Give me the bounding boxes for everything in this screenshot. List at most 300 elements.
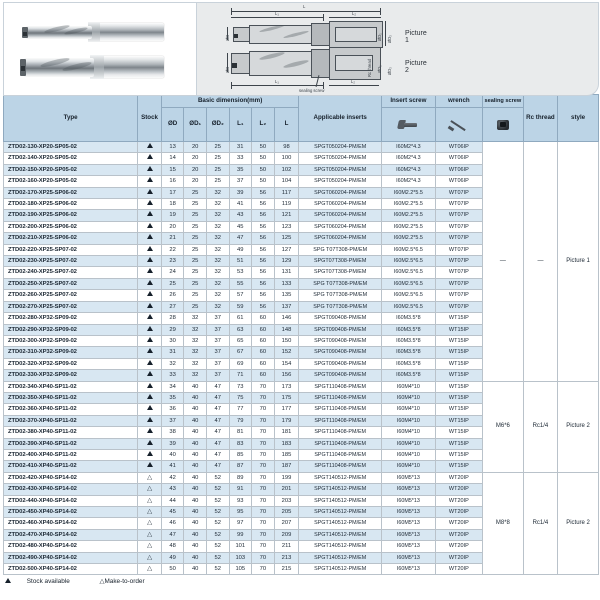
header-stock: Stock xyxy=(138,95,162,142)
cell-length-l1: 45 xyxy=(229,221,252,232)
header-diameter-d2: ØD₂ xyxy=(206,108,229,142)
cell-length-l: 102 xyxy=(274,164,299,175)
cell-stock xyxy=(138,495,162,506)
cell-length-l: 207 xyxy=(274,518,299,529)
cell-length-l: 205 xyxy=(274,507,299,518)
cell-length-l2: 50 xyxy=(252,142,275,153)
filled-triangle-icon xyxy=(147,177,153,182)
cell-stock xyxy=(138,210,162,221)
cell-type: ZTD02-390-XP40-SP11-02 xyxy=(4,438,138,449)
picture2-label: Picture 2 xyxy=(405,60,427,74)
header-length-l1: L₁ xyxy=(229,108,252,142)
cell-diameter-d2: 47 xyxy=(206,404,229,415)
cell-length-l2: 70 xyxy=(252,518,275,529)
cell-length-l1: 73 xyxy=(229,381,252,392)
cell-stock xyxy=(138,484,162,495)
cell-applicable-inserts: SPGT110408-PM/EM xyxy=(299,415,382,426)
cell-applicable-inserts: SPGT110408-PM/EM xyxy=(299,392,382,403)
cell-diameter-d1: 20 xyxy=(184,142,207,153)
open-triangle-icon: △ xyxy=(147,473,152,481)
cell-type: ZTD02-150-XP20-SP05-02 xyxy=(4,164,138,175)
cell-diameter-d2: 52 xyxy=(206,495,229,506)
header-diameter-d: ØD xyxy=(161,108,184,142)
cell-length-l: 148 xyxy=(274,324,299,335)
cell-diameter-d2: 37 xyxy=(206,347,229,358)
cell-rc-thread: Rc1/4 xyxy=(523,472,557,575)
cell-diameter-d2: 32 xyxy=(206,210,229,221)
cell-diameter-d: 30 xyxy=(161,335,184,346)
picture1-label: Picture 1 xyxy=(405,30,427,44)
cell-length-l1: 101 xyxy=(229,541,252,552)
filled-triangle-icon xyxy=(147,143,153,148)
cell-stock xyxy=(138,427,162,438)
cell-length-l2: 56 xyxy=(252,187,275,198)
filled-triangle-icon xyxy=(147,246,153,251)
cell-length-l: 175 xyxy=(274,392,299,403)
cell-diameter-d2: 32 xyxy=(206,290,229,301)
dim-label-L2-pic2: L₂ xyxy=(351,79,355,84)
cell-diameter-d1: 25 xyxy=(184,301,207,312)
cell-insert-screw: I60M5*13 xyxy=(382,507,436,518)
filled-triangle-icon xyxy=(147,383,153,388)
cell-stock xyxy=(138,187,162,198)
cell-insert-screw: I60M4*10 xyxy=(382,381,436,392)
filled-triangle-icon xyxy=(147,417,153,422)
cell-length-l2: 70 xyxy=(252,529,275,540)
cell-applicable-inserts: SPGT050204-PM/EM xyxy=(299,142,382,153)
cell-diameter-d: 42 xyxy=(161,472,184,483)
cell-stock xyxy=(138,404,162,415)
filled-triangle-icon xyxy=(5,578,11,583)
filled-triangle-icon xyxy=(147,291,153,296)
cell-length-l1: 99 xyxy=(229,529,252,540)
cell-length-l1: 71 xyxy=(229,370,252,381)
cell-applicable-inserts: SPGT050204-PM/EM xyxy=(299,153,382,164)
cell-diameter-d1: 40 xyxy=(184,472,207,483)
cell-applicable-inserts: SPGT060204-PM/EM xyxy=(299,233,382,244)
cell-insert-screw: I60M5*13 xyxy=(382,541,436,552)
cell-wrench: WT07IP xyxy=(435,290,482,301)
cell-length-l1: 55 xyxy=(229,278,252,289)
cell-type: ZTD02-450-XP40-SP14-02 xyxy=(4,507,138,518)
cell-diameter-d2: 32 xyxy=(206,199,229,210)
dim-label-D2-pic1: ØD₂ xyxy=(387,35,392,43)
cell-length-l2: 70 xyxy=(252,392,275,403)
cell-stock xyxy=(138,564,162,575)
cell-length-l2: 70 xyxy=(252,449,275,460)
cell-length-l1: 47 xyxy=(229,233,252,244)
cell-length-l: 203 xyxy=(274,495,299,506)
cell-diameter-d: 46 xyxy=(161,518,184,529)
cell-diameter-d: 15 xyxy=(161,164,184,175)
filled-triangle-icon xyxy=(147,234,153,239)
cell-length-l2: 70 xyxy=(252,461,275,472)
cell-length-l: 133 xyxy=(274,278,299,289)
cell-diameter-d2: 47 xyxy=(206,438,229,449)
cell-diameter-d2: 47 xyxy=(206,461,229,472)
header-type: Type xyxy=(4,95,138,142)
cell-type: ZTD02-250-XP25-SP07-02 xyxy=(4,278,138,289)
cell-type: ZTD02-360-XP40-SP11-02 xyxy=(4,404,138,415)
cell-stock xyxy=(138,507,162,518)
cell-length-l2: 60 xyxy=(252,324,275,335)
cell-diameter-d: 37 xyxy=(161,415,184,426)
cell-sealing-screw: M8*8 xyxy=(482,472,523,575)
cell-diameter-d: 47 xyxy=(161,529,184,540)
cell-applicable-inserts: SPGT090408-PM/EM xyxy=(299,335,382,346)
dim-label-D-pic2: ØD xyxy=(225,66,230,73)
cell-length-l: 179 xyxy=(274,415,299,426)
cell-stock xyxy=(138,370,162,381)
cell-diameter-d1: 20 xyxy=(184,164,207,175)
cell-diameter-d1: 40 xyxy=(184,449,207,460)
cell-type: ZTD02-340-XP40-SP11-02 xyxy=(4,381,138,392)
cell-diameter-d: 33 xyxy=(161,370,184,381)
cell-applicable-inserts: SPGT110408-PM/EM xyxy=(299,381,382,392)
cell-stock xyxy=(138,347,162,358)
cell-diameter-d1: 25 xyxy=(184,290,207,301)
cell-diameter-d2: 32 xyxy=(206,187,229,198)
cell-length-l2: 50 xyxy=(252,164,275,175)
cell-length-l1: 69 xyxy=(229,358,252,369)
cell-length-l2: 56 xyxy=(252,278,275,289)
cell-diameter-d2: 52 xyxy=(206,484,229,495)
cell-length-l2: 70 xyxy=(252,472,275,483)
cell-stock xyxy=(138,176,162,187)
cell-diameter-d1: 20 xyxy=(184,176,207,187)
table-row xyxy=(4,472,599,483)
cell-length-l: 123 xyxy=(274,221,299,232)
cell-diameter-d2: 37 xyxy=(206,313,229,324)
cell-length-l1: 75 xyxy=(229,392,252,403)
cell-applicable-inserts: SPGT110408-PM/EM xyxy=(299,461,382,472)
filled-triangle-icon xyxy=(147,405,153,410)
cell-applicable-inserts: SPGT060204-PM/EM xyxy=(299,199,382,210)
header-row-1 xyxy=(4,95,599,108)
cell-length-l2: 60 xyxy=(252,335,275,346)
cell-applicable-inserts: SPGT050204-PM/EM xyxy=(299,176,382,187)
cell-diameter-d1: 40 xyxy=(184,529,207,540)
cell-diameter-d1: 32 xyxy=(184,335,207,346)
cell-length-l: 129 xyxy=(274,256,299,267)
cell-length-l1: 83 xyxy=(229,438,252,449)
cell-length-l2: 56 xyxy=(252,221,275,232)
cell-stock xyxy=(138,153,162,164)
cell-applicable-inserts: SPGT110408-PM/EM xyxy=(299,438,382,449)
cell-wrench: WT07IP xyxy=(435,221,482,232)
cell-stock xyxy=(138,324,162,335)
cell-diameter-d: 31 xyxy=(161,347,184,358)
open-triangle-icon: △ xyxy=(147,508,152,515)
header-length-l: L xyxy=(274,108,299,142)
cell-insert-screw: I60M5*13 xyxy=(382,518,436,529)
filled-triangle-icon xyxy=(147,326,153,331)
cell-wrench: WT15IP xyxy=(435,415,482,426)
cell-insert-screw: I60M3.5*8 xyxy=(382,313,436,324)
cell-length-l2: 70 xyxy=(252,381,275,392)
cell-stock xyxy=(138,142,162,153)
cell-diameter-d1: 32 xyxy=(184,347,207,358)
cell-diameter-d1: 40 xyxy=(184,415,207,426)
cell-diameter-d1: 40 xyxy=(184,427,207,438)
open-triangle-icon: △ xyxy=(147,542,152,550)
cell-insert-screw: I60M2.5*6.5 xyxy=(382,301,436,312)
cell-diameter-d2: 47 xyxy=(206,392,229,403)
cell-stock xyxy=(138,449,162,460)
cell-stock xyxy=(138,256,162,267)
open-triangle-icon: △ xyxy=(147,485,152,493)
cell-diameter-d2: 52 xyxy=(206,552,229,563)
dim-label-D1-pic1: ØD₁ xyxy=(377,33,382,41)
cell-length-l1: 85 xyxy=(229,449,252,460)
cell-diameter-d: 45 xyxy=(161,507,184,518)
cell-insert-screw: I60M2.5*6.5 xyxy=(382,267,436,278)
cell-insert-screw: I60M3.5*8 xyxy=(382,335,436,346)
cell-diameter-d1: 40 xyxy=(184,484,207,495)
cell-length-l: 209 xyxy=(274,529,299,540)
cell-diameter-d: 20 xyxy=(161,221,184,232)
cell-diameter-d1: 25 xyxy=(184,221,207,232)
cell-diameter-d1: 40 xyxy=(184,404,207,415)
illustration-band xyxy=(3,2,599,94)
cell-length-l: 121 xyxy=(274,210,299,221)
cell-diameter-d1: 40 xyxy=(184,552,207,563)
cell-length-l2: 56 xyxy=(252,290,275,301)
cell-length-l: 177 xyxy=(274,404,299,415)
filled-triangle-icon xyxy=(147,303,153,308)
cell-length-l1: 91 xyxy=(229,484,252,495)
cell-wrench: WT07IP xyxy=(435,187,482,198)
header-rc-thread xyxy=(523,95,557,142)
filled-triangle-icon xyxy=(147,257,153,262)
cell-length-l: 156 xyxy=(274,370,299,381)
dim-label-D-pic1: ØD xyxy=(225,34,230,41)
cell-stock xyxy=(138,199,162,210)
legend-stock-available-label: Stock available xyxy=(26,578,70,586)
cell-diameter-d2: 52 xyxy=(206,472,229,483)
cell-stock xyxy=(138,221,162,232)
cell-applicable-inserts: SPGT090408-PM/EM xyxy=(299,358,382,369)
cell-stock xyxy=(138,392,162,403)
cell-diameter-d: 25 xyxy=(161,278,184,289)
cell-diameter-d: 40 xyxy=(161,449,184,460)
cell-diameter-d1: 40 xyxy=(184,438,207,449)
cell-diameter-d2: 32 xyxy=(206,267,229,278)
cell-diameter-d: 41 xyxy=(161,461,184,472)
cell-wrench: WT20IP xyxy=(435,518,482,529)
cell-type: ZTD02-180-XP25-SP06-02 xyxy=(4,199,138,210)
cell-stock xyxy=(138,472,162,483)
cell-diameter-d2: 32 xyxy=(206,301,229,312)
cell-diameter-d2: 32 xyxy=(206,256,229,267)
cell-insert-screw: I60M2.2*5.5 xyxy=(382,199,436,210)
cell-diameter-d: 38 xyxy=(161,427,184,438)
cell-diameter-d: 21 xyxy=(161,233,184,244)
sealing-screw-annotation: sealing screw xyxy=(299,88,325,93)
cell-applicable-inserts: SPGT060204-PM/EM xyxy=(299,210,382,221)
cell-wrench: WT15IP xyxy=(435,324,482,335)
filled-triangle-icon xyxy=(147,348,153,353)
cell-diameter-d1: 40 xyxy=(184,461,207,472)
cell-length-l1: 41 xyxy=(229,199,252,210)
cell-stock xyxy=(138,541,162,552)
cell-applicable-inserts: SPGT140512-PM/EM xyxy=(299,484,382,495)
cell-diameter-d2: 25 xyxy=(206,153,229,164)
cell-length-l1: 95 xyxy=(229,507,252,518)
cell-applicable-inserts: SPGT060204-PM/EM xyxy=(299,221,382,232)
cell-diameter-d: 16 xyxy=(161,176,184,187)
cell-wrench: WT06IP xyxy=(435,176,482,187)
cell-stock xyxy=(138,335,162,346)
cell-wrench: WT15IP xyxy=(435,370,482,381)
dim-label-D1-pic2: ØD₁ xyxy=(377,65,382,73)
cell-stock xyxy=(138,301,162,312)
insert-screw-icon xyxy=(382,108,436,142)
filled-triangle-icon xyxy=(147,223,153,228)
cell-type: ZTD02-400-XP40-SP11-02 xyxy=(4,449,138,460)
table-row xyxy=(4,381,599,392)
cell-insert-screw: I60M4*10 xyxy=(382,449,436,460)
cell-type: ZTD02-440-XP40-SP14-02 xyxy=(4,495,138,506)
table-body xyxy=(4,142,599,575)
cell-diameter-d: 35 xyxy=(161,392,184,403)
cell-type: ZTD02-490-XP40-SP14-02 xyxy=(4,552,138,563)
open-triangle-icon: △ xyxy=(147,519,152,527)
cell-length-l2: 70 xyxy=(252,484,275,495)
cell-applicable-inserts: SPGT140512-PM/EM xyxy=(299,472,382,483)
cell-wrench: WT15IP xyxy=(435,449,482,460)
cell-stock xyxy=(138,381,162,392)
cell-insert-screw: I60M4*10 xyxy=(382,438,436,449)
cell-stock xyxy=(138,313,162,324)
filled-triangle-icon xyxy=(147,314,153,319)
dim-label-D2-pic2: ØD₂ xyxy=(387,67,392,75)
cell-diameter-d2: 52 xyxy=(206,507,229,518)
filled-triangle-icon xyxy=(147,428,153,433)
cell-type: ZTD02-130-XP20-SP05-02 xyxy=(4,142,138,153)
cell-length-l: 187 xyxy=(274,461,299,472)
cell-applicable-inserts: SPGT110408-PM/EM xyxy=(299,404,382,415)
cell-diameter-d: 18 xyxy=(161,199,184,210)
cell-diameter-d: 48 xyxy=(161,541,184,552)
cell-diameter-d: 39 xyxy=(161,438,184,449)
cell-length-l: 150 xyxy=(274,335,299,346)
specification-table xyxy=(3,94,599,575)
cell-diameter-d2: 32 xyxy=(206,233,229,244)
legend-make-to-order: △Make-to-order xyxy=(99,578,145,586)
cell-insert-screw: I60M5*13 xyxy=(382,472,436,483)
cell-applicable-inserts: SPG T07T308-PM/EM xyxy=(299,290,382,301)
header-wrench: wrench xyxy=(435,95,482,108)
legend-stock-available xyxy=(5,578,84,585)
cell-diameter-d: 24 xyxy=(161,267,184,278)
cell-insert-screw: I60M2*4.3 xyxy=(382,164,436,175)
cell-type: ZTD02-310-XP32-SP09-02 xyxy=(4,347,138,358)
header-basic-dimension: Basic dimension(mm) xyxy=(161,95,298,108)
cell-stock xyxy=(138,518,162,529)
cell-diameter-d: 13 xyxy=(161,142,184,153)
cell-diameter-d1: 32 xyxy=(184,358,207,369)
header-sealing-screw: sealing screw xyxy=(482,95,523,108)
cell-type: ZTD02-290-XP32-SP09-02 xyxy=(4,324,138,335)
cell-diameter-d1: 25 xyxy=(184,244,207,255)
cell-diameter-d1: 20 xyxy=(184,153,207,164)
cell-insert-screw: I60M4*10 xyxy=(382,392,436,403)
cell-type: ZTD02-430-XP40-SP14-02 xyxy=(4,484,138,495)
cell-length-l1: 77 xyxy=(229,404,252,415)
cell-length-l1: 31 xyxy=(229,142,252,153)
cell-type: ZTD02-160-XP20-SP05-02 xyxy=(4,176,138,187)
cell-applicable-inserts: SPG T07T308-PM/EM xyxy=(299,278,382,289)
filled-triangle-icon xyxy=(147,394,153,399)
cell-applicable-inserts: SPGT090408-PM/EM xyxy=(299,324,382,335)
cell-diameter-d1: 25 xyxy=(184,267,207,278)
cell-length-l2: 70 xyxy=(252,564,275,575)
cell-insert-screw: I60M4*10 xyxy=(382,461,436,472)
cell-applicable-inserts: SPGT140512-PM/EM xyxy=(299,495,382,506)
cell-length-l: 201 xyxy=(274,484,299,495)
cell-type: ZTD02-370-XP40-SP11-02 xyxy=(4,415,138,426)
cell-insert-screw: I60M4*10 xyxy=(382,427,436,438)
cell-diameter-d: 34 xyxy=(161,381,184,392)
cell-length-l: 173 xyxy=(274,381,299,392)
cell-insert-screw: I60M2.2*5.5 xyxy=(382,221,436,232)
cell-insert-screw: I60M2*4.3 xyxy=(382,142,436,153)
filled-triangle-icon xyxy=(147,371,153,376)
cell-length-l2: 60 xyxy=(252,313,275,324)
cell-diameter-d: 43 xyxy=(161,484,184,495)
cell-diameter-d2: 32 xyxy=(206,278,229,289)
cell-applicable-inserts: SPGT060204-PM/EM xyxy=(299,187,382,198)
cell-length-l1: 87 xyxy=(229,461,252,472)
header-diameter-d1: ØD₁ xyxy=(184,108,207,142)
cell-diameter-d: 44 xyxy=(161,495,184,506)
cell-wrench: WT07IP xyxy=(435,256,482,267)
product-photo-panel xyxy=(3,2,196,96)
open-triangle-icon: △ xyxy=(147,565,152,573)
cell-wrench: WT15IP xyxy=(435,392,482,403)
cell-insert-screw: I60M2.5*6.5 xyxy=(382,290,436,301)
cell-insert-screw: I60M2*4.3 xyxy=(382,153,436,164)
cell-type: ZTD02-230-XP25-SP07-02 xyxy=(4,256,138,267)
cell-stock xyxy=(138,278,162,289)
cell-insert-screw: I60M5*13 xyxy=(382,529,436,540)
filled-triangle-icon xyxy=(147,154,153,159)
cell-length-l1: 67 xyxy=(229,347,252,358)
cell-insert-screw: I60M2.5*6.5 xyxy=(382,278,436,289)
cell-length-l2: 70 xyxy=(252,415,275,426)
cell-insert-screw: I60M2.5*6.5 xyxy=(382,256,436,267)
cell-type: ZTD02-380-XP40-SP11-02 xyxy=(4,427,138,438)
header-length-l2: L₂ xyxy=(252,108,275,142)
filled-triangle-icon xyxy=(147,360,153,365)
cell-length-l: 213 xyxy=(274,552,299,563)
cell-length-l2: 60 xyxy=(252,347,275,358)
cell-type: ZTD02-270-XP25-SP07-02 xyxy=(4,301,138,312)
cell-length-l1: 103 xyxy=(229,552,252,563)
table-head xyxy=(4,95,599,142)
cell-diameter-d: 49 xyxy=(161,552,184,563)
cell-applicable-inserts: SPGT140512-PM/EM xyxy=(299,552,382,563)
cell-rc-thread: — xyxy=(523,142,557,382)
cell-length-l: 181 xyxy=(274,427,299,438)
cell-wrench: WT20IP xyxy=(435,552,482,563)
cell-length-l1: 59 xyxy=(229,301,252,312)
cell-wrench: WT06IP xyxy=(435,153,482,164)
filled-triangle-icon xyxy=(147,268,153,273)
cell-wrench: WT20IP xyxy=(435,472,482,483)
header-style: style xyxy=(558,95,599,142)
